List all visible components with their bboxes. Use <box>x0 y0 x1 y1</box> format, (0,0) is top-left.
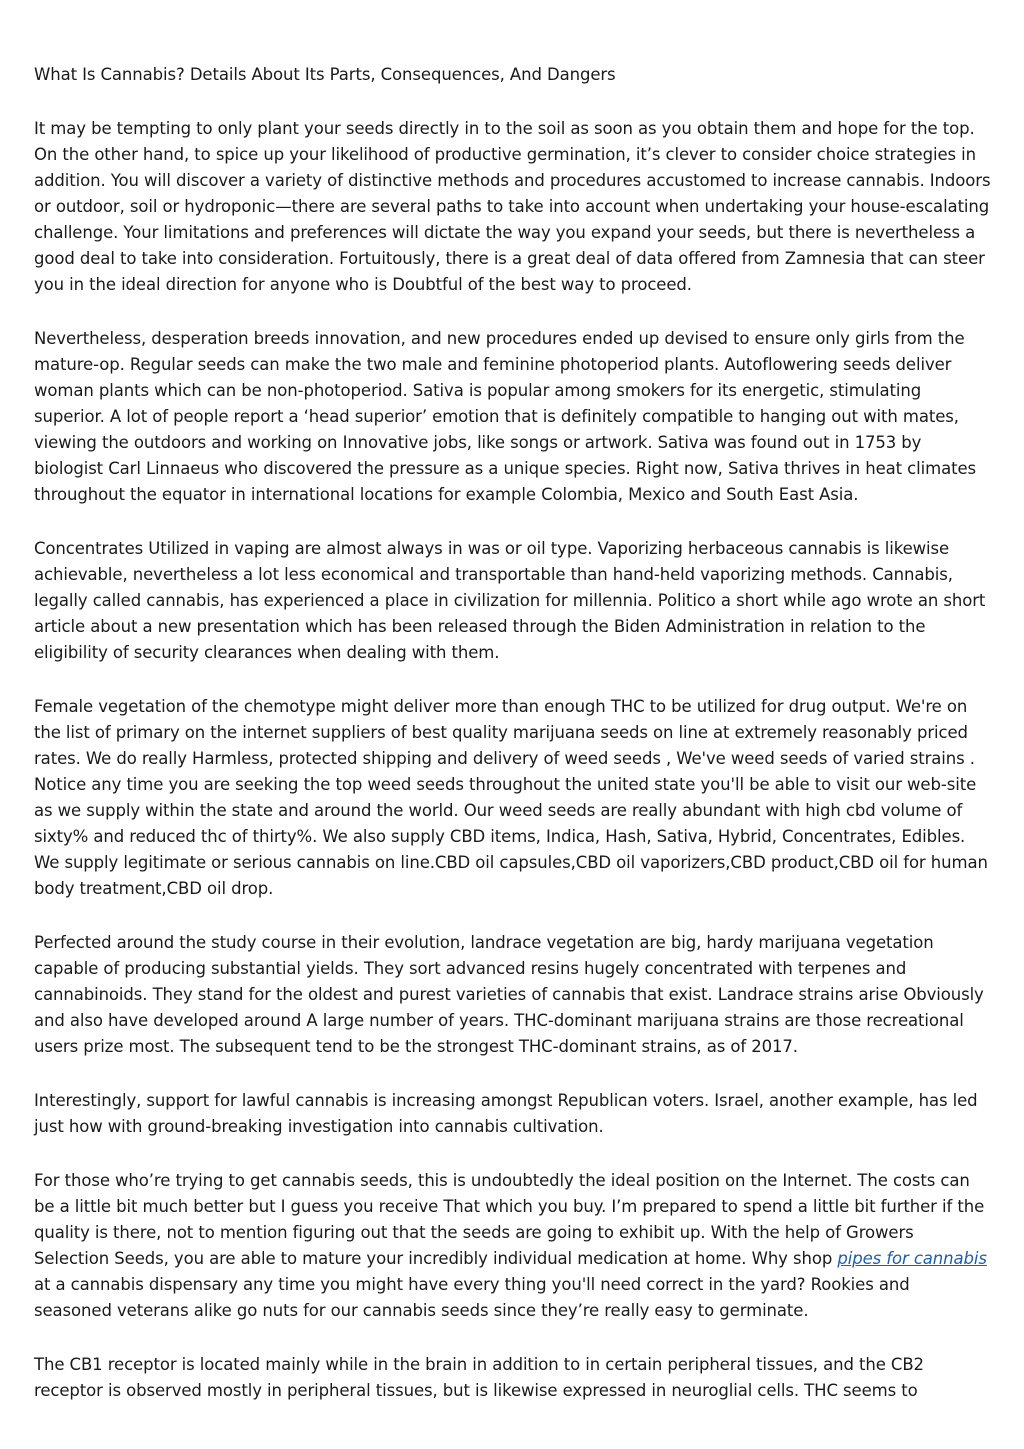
paragraph-1: It may be tempting to only plant your seeds directly in to the soil as soon as you obtain them and hope for the top. On the other hand, to spice up your likelihood of productive germination, it’s clever to consider choice strategies in addition. You will discover a variety of distinctive methods and procedures accustomed to increase cannabis. Indoors or outdoor, soil or hydroponic—there are several paths to take into account when undertaking your house-escalating challenge. Your limitations and preferences will dictate the way you expand your seeds, but there is nevertheless a good deal to take into consideration. Fortuitously, there is a great deal of data offered from Zamnesia that can steer you in the ideal direction for anyone who is Doubtful of the best way to proceed. <box>34 119 991 294</box>
paragraph-2: Nevertheless, desperation breeds innovation, and new procedures ended up devised to ensure only girls from the mature-op. Regular seeds can make the two male and feminine photoperiod plants. Autoflowering seeds deliver woman plants which can be non-photoperiod. Sativa is popular among smokers for its energetic, stimulating superior. A lot of people report a ‘head superior’ emotion that is definitely compatible to hanging out with mates, viewing the outdoors and working on Innovative jobs, like songs or artwork. Sativa was found out in 1753 by biologist Carl Linnaeus who discovered the pressure as a unique species. Right now, Sativa thrives in heat climates throughout the equator in international locations for example Colombia, Mexico and South East Asia. <box>34 329 977 504</box>
paragraph-8: The CB1 receptor is located mainly while in the brain in addition to in certain peripheral tissues, and the CB2 receptor is observed mostly in peripheral tissues, but is likewise expressed in neuroglial cells. THC seems to <box>34 1355 924 1400</box>
pipes-for-cannabis-link[interactable]: pipes for cannabis <box>837 1249 987 1268</box>
paragraph-6: Interestingly, support for lawful cannabis is increasing amongst Republican voters. Israel, another example, has led just how with ground-breaking investigation into cannabis cultivation. <box>34 1091 978 1136</box>
paragraph-7-text-after: at a cannabis dispensary any time you might have every thing you'll need correct in the yard? Rookies and seasoned veterans alike go nuts for our cannabis seeds since they’re really easy to germinate. <box>34 1275 910 1320</box>
paragraph-7 <box>34 1168 992 1324</box>
paragraph-3: Concentrates Utilized in vaping are almost always in was or oil type. Vaporizing herbaceous cannabis is likewise achievable, nevertheless a lot less economical and transportable than hand-held vaporizing methods. Cannabis, legally called cannabis, has experienced a place in civilization for millennia. Politico a short while ago wrote an short article about a new presentation which has been released through the Biden Administration in relation to the eligibility of security clearances when dealing with them. <box>34 539 986 662</box>
document-title: What Is Cannabis? Details About Its Parts, Consequences, And Dangers <box>34 65 616 84</box>
paragraph-7-text-before: For those who’re trying to get cannabis seeds, this is undoubtedly the ideal position on the Internet. The costs can be a little bit much better but I guess you receive That which you buy. I’m prepared to spend a little bit further if the quality is there, not to mention figuring out that the seeds are going to exhibit up. With the help of Growers Selection Seeds, you are able to mature your incredibly individual medication at home. Why shop <box>34 1171 985 1268</box>
paragraph-5: Perfected around the study course in their evolution, landrace vegetation are big, hardy marijuana vegetation capable of producing substantial yields. They sort advanced resins hugely concentrated with terpenes and cannabinoids. They stand for the oldest and purest varieties of cannabis that exist. Landrace strains arise Obviously and also have developed around A large number of years. THC-dominant marijuana strains are those recreational users prize most. The subsequent tend to be the strongest THC-dominant strains, as of 2017. <box>34 933 984 1056</box>
paragraph-4: Female vegetation of the chemotype might deliver more than enough THC to be utilized for drug output. We're on the list of primary on the internet suppliers of best quality marijuana seeds on line at extremely reasonably priced rates. We do really Harmless, protected shipping and delivery of weed seeds , We've weed seeds of varied strains . Notice any time you are seeking the top weed seeds throughout the united state you'll be able to visit our web-site as we supply within the state and around the world. Our weed seeds are really abundant with high cbd volume of sixty% and reduced thc of thirty%. We also supply CBD items, Indica, Hash, Sativa, Hybrid, Concentrates, Edibles. We supply legitimate or serious cannabis on line.CBD oil capsules,CBD oil vaporizers,CBD product,CBD oil for human body treatment,CBD oil drop. <box>34 697 988 898</box>
document-body <box>34 62 992 1432</box>
